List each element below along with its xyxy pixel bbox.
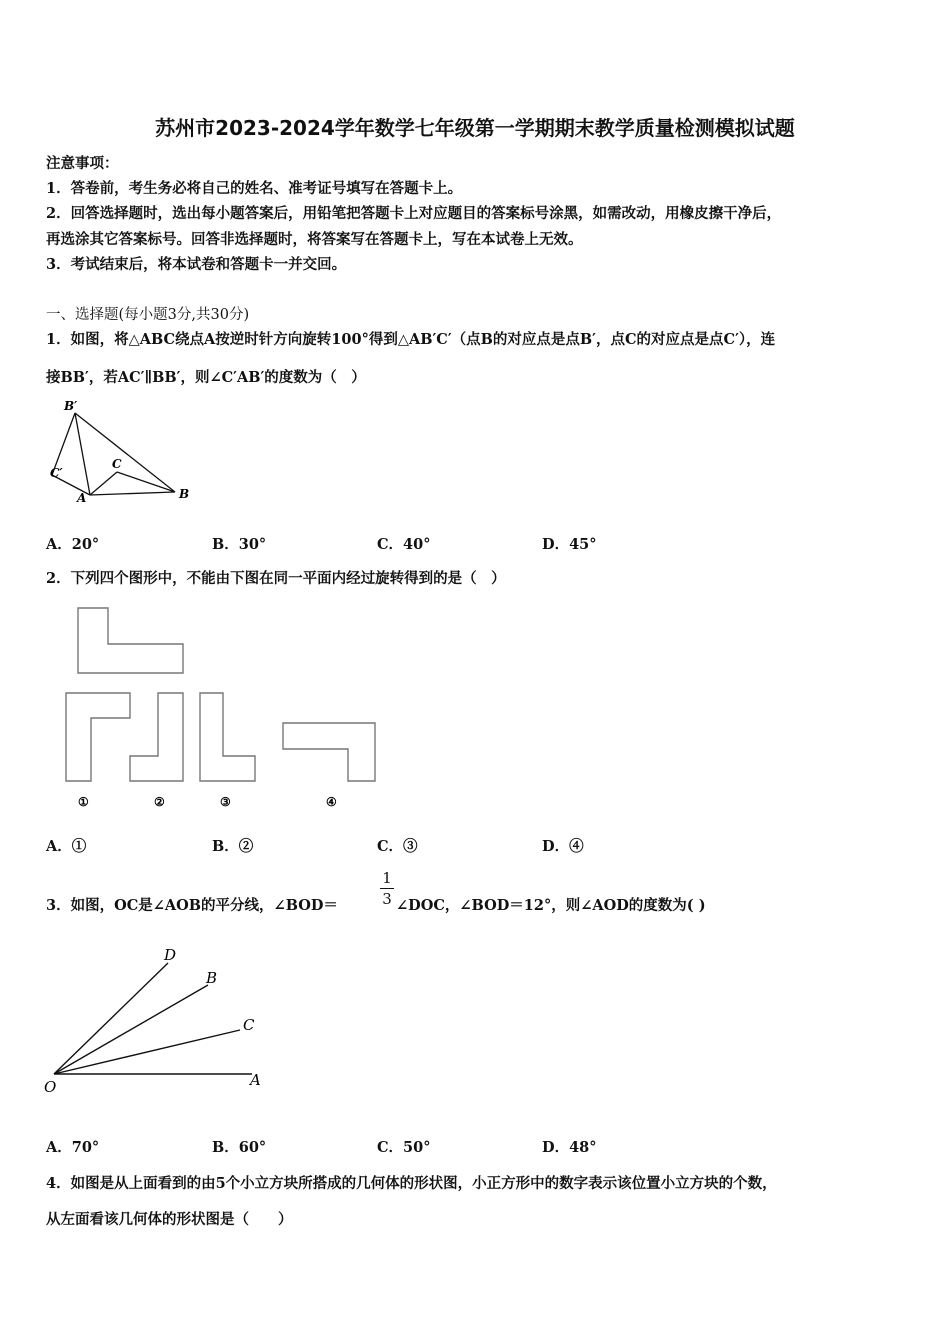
q1-label-cp: C′: [50, 466, 63, 480]
q2-shape-label-1: ①: [78, 795, 89, 809]
q2-shape-2: [130, 693, 183, 781]
q2-shape-label-2: ②: [154, 795, 165, 809]
q2-option-d[interactable]: D．④: [542, 838, 584, 855]
q2-shape-label-4: ④: [326, 795, 337, 809]
q3-option-d[interactable]: D．48°: [542, 1139, 597, 1156]
q1-label-c: C: [112, 457, 122, 471]
q1-edge-a-b: [90, 492, 175, 495]
notice-item-2a: 2．回答选择题时，选出每小题答案后，用铅笔把答题卡上对应题目的答案标号涂黑，如需改动，用橡皮擦干净后，: [46, 205, 782, 222]
q3-option-b[interactable]: B．60°: [212, 1139, 267, 1156]
q2-shape-3: [200, 693, 255, 781]
q3-ray-oc: [54, 1030, 240, 1074]
q2-shape-4: [283, 723, 375, 781]
q1-edge-bp-b: [75, 413, 175, 492]
q3-fraction-bar: [380, 888, 394, 889]
q3-label-a: A: [250, 1071, 261, 1089]
q4-text-line1: 4．如图是从上面看到的由5个小立方块所搭成的几何体的形状图，小正方形中的数字表示该位置小立方块的个数，: [46, 1175, 777, 1192]
q1-edge-c-b: [117, 472, 175, 492]
q1-option-a[interactable]: A．20°: [46, 536, 100, 553]
q2-text: 2．下列四个图形中，不能由下图在同一平面内经过旋转得到的是（ ）: [46, 570, 506, 587]
q1-label-b: B: [179, 487, 190, 501]
notice-item-3: 3．考试结束后，将本试卷和答题卡一并交回。: [46, 256, 347, 273]
q4-text-line2: 从左面看该几何体的形状图是（ ）: [46, 1211, 293, 1228]
q1-edge-a-c: [90, 472, 117, 495]
q3-angle-figure: [40, 940, 280, 1100]
q1-option-d[interactable]: D．45°: [542, 536, 597, 553]
q3-label-d: D: [164, 946, 177, 964]
q1-label-a: A: [77, 491, 87, 505]
q1-text-line1: 1．如图，将△ABC绕点A按逆时针方向旋转100°得到△AB′C′（点B的对应点是点B′，点C的对应点是点C′），连: [46, 331, 776, 348]
q3-label-c: C: [243, 1016, 255, 1034]
q2-option-a[interactable]: A．①: [46, 838, 87, 855]
notice-heading: 注意事项：: [46, 155, 119, 172]
q2-shape-1: [66, 693, 130, 781]
q3-label-o: O: [44, 1078, 57, 1096]
notice-item-1: 1．答卷前，考生务必将自己的姓名、准考证号填写在答题卡上。: [46, 180, 463, 197]
notice-item-2b: 再选涂其它答案标号。回答非选择题时，将答案写在答题卡上，写在本试卷上无效。: [46, 231, 583, 248]
q3-option-a[interactable]: A．70°: [46, 1139, 100, 1156]
q3-fraction-denominator: 3: [382, 890, 392, 908]
q1-triangle-figure: [40, 395, 210, 515]
q2-reference-shape: [78, 608, 183, 673]
q3-text-part1: 3．如图，OC是∠AOB的平分线，∠BOD＝: [46, 897, 338, 914]
q2-shapes-figure: [60, 600, 390, 820]
page-title: 苏州市2023-2024学年数学七年级第一学期期末教学质量检测模拟试题: [155, 116, 795, 140]
q3-fraction: [380, 869, 394, 908]
q1-label-bp: B′: [64, 399, 78, 413]
q1-option-b[interactable]: B．30°: [212, 536, 267, 553]
q2-option-b[interactable]: B．②: [212, 838, 254, 855]
q2-shape-label-3: ③: [220, 795, 231, 809]
q1-edge-bp-a: [75, 413, 90, 495]
q1-option-c[interactable]: C．40°: [377, 536, 431, 553]
q3-text-part2: ∠DOC，∠BOD＝12°，则∠AOD的度数为( ): [396, 897, 706, 914]
q3-label-b: B: [206, 969, 218, 987]
q3-fraction-numerator: 1: [382, 869, 392, 887]
section-heading: 一、选择题(每小题3分,共30分): [46, 307, 250, 323]
q2-option-c[interactable]: C．③: [377, 838, 418, 855]
q1-text-line2: 接BB′，若AC′∥BB′，则∠C′AB′的度数为（ ）: [46, 369, 366, 386]
q3-option-c[interactable]: C．50°: [377, 1139, 431, 1156]
